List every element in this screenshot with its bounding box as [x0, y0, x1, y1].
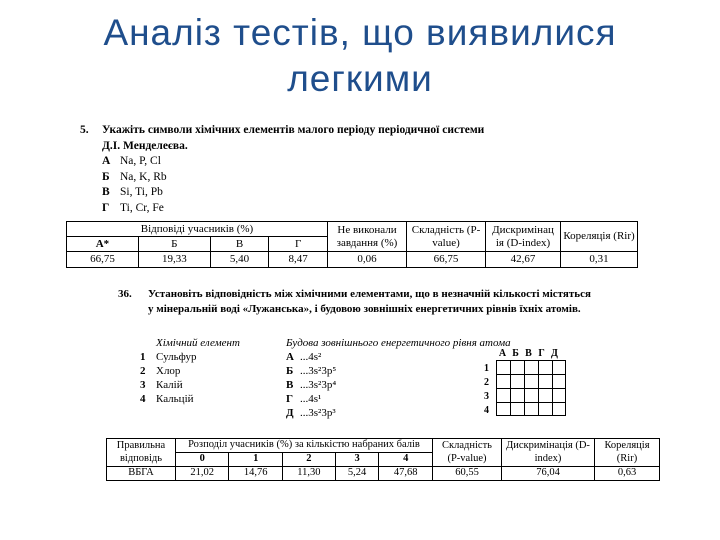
score-col-4: 4 — [379, 453, 433, 467]
table-cell: 76,04 — [502, 467, 595, 481]
list-item: А ...4s² — [286, 351, 322, 363]
question-36-stats-table — [106, 438, 660, 481]
question-5-stem-line-2: Д.І. Менделеєва. — [102, 139, 188, 152]
list-item: Д ...3s²3p³ — [286, 407, 336, 419]
title-line-1: Аналіз тестів, що виявилися — [103, 12, 617, 53]
table-cell: 0,63 — [595, 467, 660, 481]
answer-col-v: В — [210, 237, 269, 252]
difficulty-header: Складність (P-value) — [433, 439, 502, 467]
question-36 — [118, 287, 598, 316]
configs-header: Будова зовнішнього енергетичного рівня атома — [286, 337, 511, 349]
answer-grid-rows: 1 2 3 4 — [484, 363, 489, 416]
table-cell: 47,68 — [379, 467, 433, 481]
configs-list — [286, 336, 511, 420]
answer-grid-cells — [496, 360, 566, 416]
answer-col-a: А* — [67, 237, 139, 252]
option-g: Г Ti, Cr, Fe — [102, 201, 164, 214]
table-cell: 0,06 — [328, 252, 407, 268]
table-cell: 66,75 — [67, 252, 139, 268]
title-line-2: легкими — [287, 58, 433, 99]
elements-header: Хімічний елемент — [156, 337, 240, 349]
slide-title — [0, 10, 720, 102]
elements-list — [140, 336, 240, 406]
table-cell: 0,31 — [561, 252, 638, 268]
answer-col-g: Г — [269, 237, 328, 252]
correlation-header: Кореляція (Rir) — [561, 222, 638, 252]
question-number: 36. — [118, 288, 132, 300]
table-cell: ВБГА — [107, 467, 176, 481]
list-item: Г ...4s¹ — [286, 393, 322, 405]
list-item: Б ...3s²3p⁵ — [286, 365, 337, 377]
list-item: 4 Кальцій — [140, 393, 194, 405]
table-cell: 5,24 — [335, 467, 379, 481]
question-5-stem-line-1: Укажіть символи хімічних елементів малого періоду періодичної системи — [102, 124, 485, 136]
answer-col-b: Б — [138, 237, 210, 252]
table-cell: 60,55 — [433, 467, 502, 481]
answers-group-header: Відповіді учасників (%) — [67, 222, 328, 237]
option-b: Б Na, K, Rb — [102, 170, 167, 183]
not-done-header: Не виконали завдання (%) — [328, 222, 407, 252]
scores-group-header: Розподіл учасників (%) за кількістю набраних балів — [176, 439, 433, 453]
answer-grid-columns: А Б В Г Д — [498, 348, 558, 359]
score-col-1: 1 — [229, 453, 282, 467]
difficulty-header: Складність (P-value) — [407, 222, 486, 252]
score-col-2: 2 — [282, 453, 335, 467]
correlation-header: Кореляція (Rir) — [595, 439, 660, 467]
list-item: 1 Сульфур — [140, 351, 197, 363]
question-5 — [80, 123, 484, 216]
question-number: 5. — [80, 124, 89, 136]
question-5-stats-table — [66, 221, 638, 268]
question-5-stem — [80, 123, 484, 139]
table-cell: 5,40 — [210, 252, 269, 268]
table-cell: 42,67 — [486, 252, 561, 268]
table-cell: 66,75 — [407, 252, 486, 268]
discrimination-header: Дискримінац ія (D-index) — [486, 222, 561, 252]
list-item: 3 Калій — [140, 379, 183, 391]
discrimination-header: Дискримінація (D-index) — [502, 439, 595, 467]
list-item: 2 Хлор — [140, 365, 181, 377]
question-36-stem: Установіть відповідність між хімічними елементами, що в незначній кількості містяться у мінеральній воді «Лужанська», і будовою зовнішніх енергетичних рівнів їхніх атомів. — [148, 288, 591, 315]
table-cell: 19,33 — [138, 252, 210, 268]
table-cell: 8,47 — [269, 252, 328, 268]
option-v: В Si, Ti, Pb — [102, 186, 163, 198]
score-col-0: 0 — [176, 453, 229, 467]
table-cell: 14,76 — [229, 467, 282, 481]
table-cell: 11,30 — [282, 467, 335, 481]
table-cell: 21,02 — [176, 467, 229, 481]
list-item: В ...3s²3p⁴ — [286, 379, 337, 391]
correct-answer-header: Правильна відповідь — [107, 439, 176, 467]
option-a: А Na, P, Cl — [102, 155, 161, 167]
score-col-3: 3 — [335, 453, 379, 467]
